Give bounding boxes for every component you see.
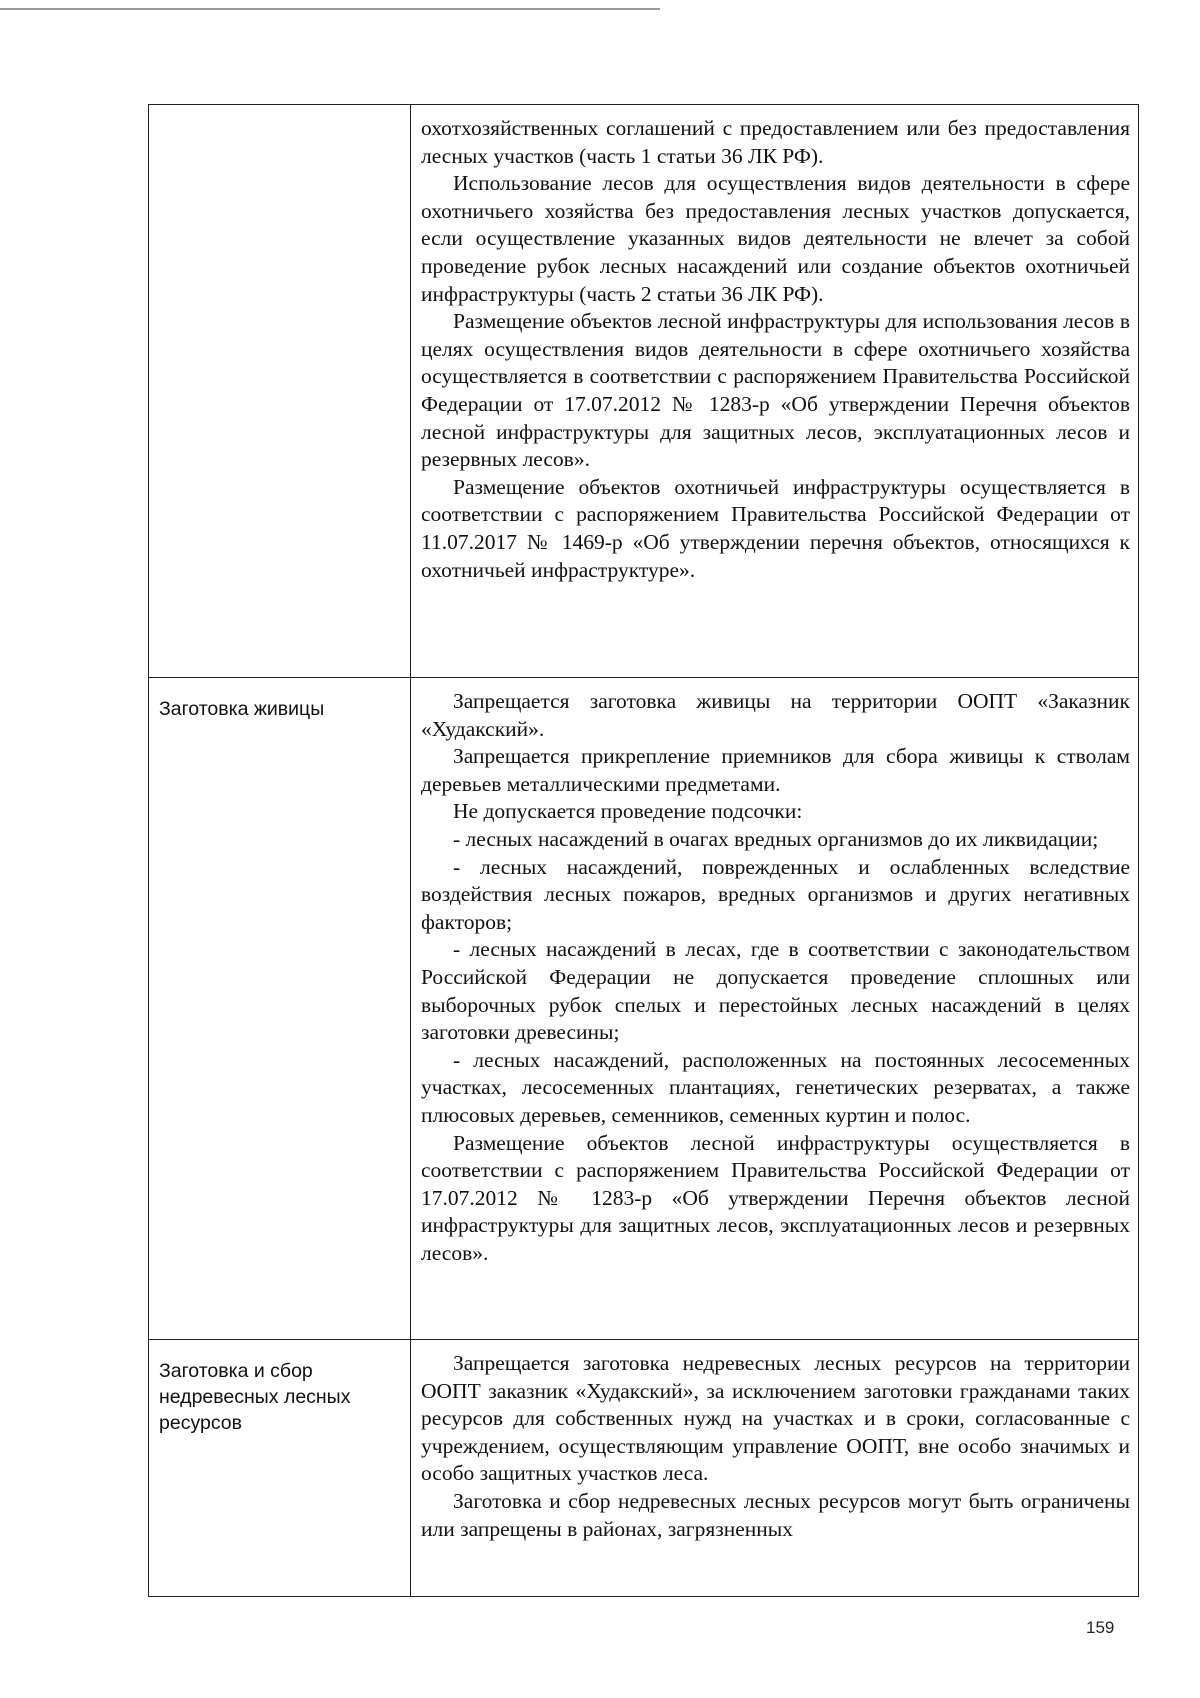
- requirements-cell: [411, 105, 1139, 678]
- requirement-paragraph: Размещение объектов лесной инфраструктуры для использования лесов в целях осуществления видов деятельности в сфере охотничьего хозяйства осуществляется в соответствии с распоряжением Правительства Российской Федерации от 17.07.2012 № 1283-р «Об утверждении Перечня объектов лесной инфраструктуры для защитных лесов, эксплуатационных лесов и резервных лесов».: [421, 309, 1130, 472]
- requirement-list-item: - лесных насаждений, расположенных на постоянных лесосеменных участках, лесосеменных плантациях, генетических резерватах, а также плюсовых деревьев, семенников, семенных куртин и полос.: [421, 1047, 1130, 1127]
- activity-type-cell: Заготовка живицы: [149, 678, 411, 1340]
- requirement-paragraph: Запрещается заготовка живицы на территории ООПТ «Заказник «Худакский».: [421, 689, 1130, 741]
- activity-type-cell: [149, 105, 411, 678]
- requirement-paragraph: охотхозяйственных соглашений с предоставлением или без предоставления лесных участков (часть 1 статьи 36 ЛК РФ).: [421, 116, 1130, 168]
- requirement-paragraph: Запрещается заготовка недревесных лесных ресурсов на территории ООПТ заказник «Худакский», за исключением заготовки гражданами таких ресурсов для собственных нужд на участках и в сроки, согласованные с учреждением, осуществляющим управление ООПТ, вне особо значимых и особо защитных участков леса.: [421, 1351, 1130, 1486]
- requirement-list-item: - лесных насаждений в очагах вредных организмов до их ликвидации;: [453, 826, 1099, 851]
- table-row: [149, 678, 1139, 1340]
- requirement-paragraph: Заготовка и сбор недревесных лесных ресурсов могут быть ограничены или запрещены в районах, загрязненных: [421, 1488, 1130, 1541]
- table-row: [149, 105, 1139, 678]
- regulations-table: [148, 104, 1139, 1597]
- requirement-list-item: - лесных насаждений в лесах, где в соответствии с законодательством Российской Федерации не допускается проведение сплошных или выборочных рубок спелых и перестойных лесных насаждений в целях заготовки древесины;: [421, 937, 1130, 1045]
- requirement-paragraph: Размещение объектов лесной инфраструктуры осуществляется в соответствии с распоряжением Правительства Российской Федерации от 17.07.2012 № 1283-р «Об утверждении Перечня объектов лесной инфраструктуры для защитных лесов, эксплуатационных лесов и резервных лесов».: [421, 1130, 1130, 1265]
- requirements-cell: [411, 678, 1139, 1340]
- page-number: 159: [1086, 1618, 1115, 1637]
- requirement-paragraph: Не допускается проведение подсочки:: [453, 799, 803, 824]
- table-row: [149, 1340, 1139, 1597]
- requirement-list-item: - лесных насаждений, поврежденных и ослабленных вследствие воздействия лесных пожаров, вредных организмов и других негативных факторов;: [421, 854, 1130, 934]
- requirement-paragraph: Запрещается прикрепление приемников для сбора живицы к стволам деревьев металлическими предметами.: [421, 744, 1130, 796]
- requirements-cell: [411, 1340, 1139, 1597]
- requirement-paragraph: Размещение объектов охотничьей инфраструктуры осуществляется в соответствии с распоряжением Правительства Российской Федерации от 11.07.2017 № 1469-р «Об утверждении перечня объектов, относящихся к охотничьей инфраструктуре».: [421, 474, 1130, 582]
- activity-type-cell: Заготовка и сбор недревесных лесных ресурсов: [149, 1340, 411, 1597]
- scan-edge-line: [0, 8, 660, 10]
- requirement-paragraph: Использование лесов для осуществления видов деятельности в сфере охотничьего хозяйства без предоставления лесных участков допускается, если осуществление указанных видов деятельности не влечет за собой проведение рубок лесных насаждений или создание объектов охотничьей инфраструктуры (часть 2 статьи 36 ЛК РФ).: [421, 171, 1130, 306]
